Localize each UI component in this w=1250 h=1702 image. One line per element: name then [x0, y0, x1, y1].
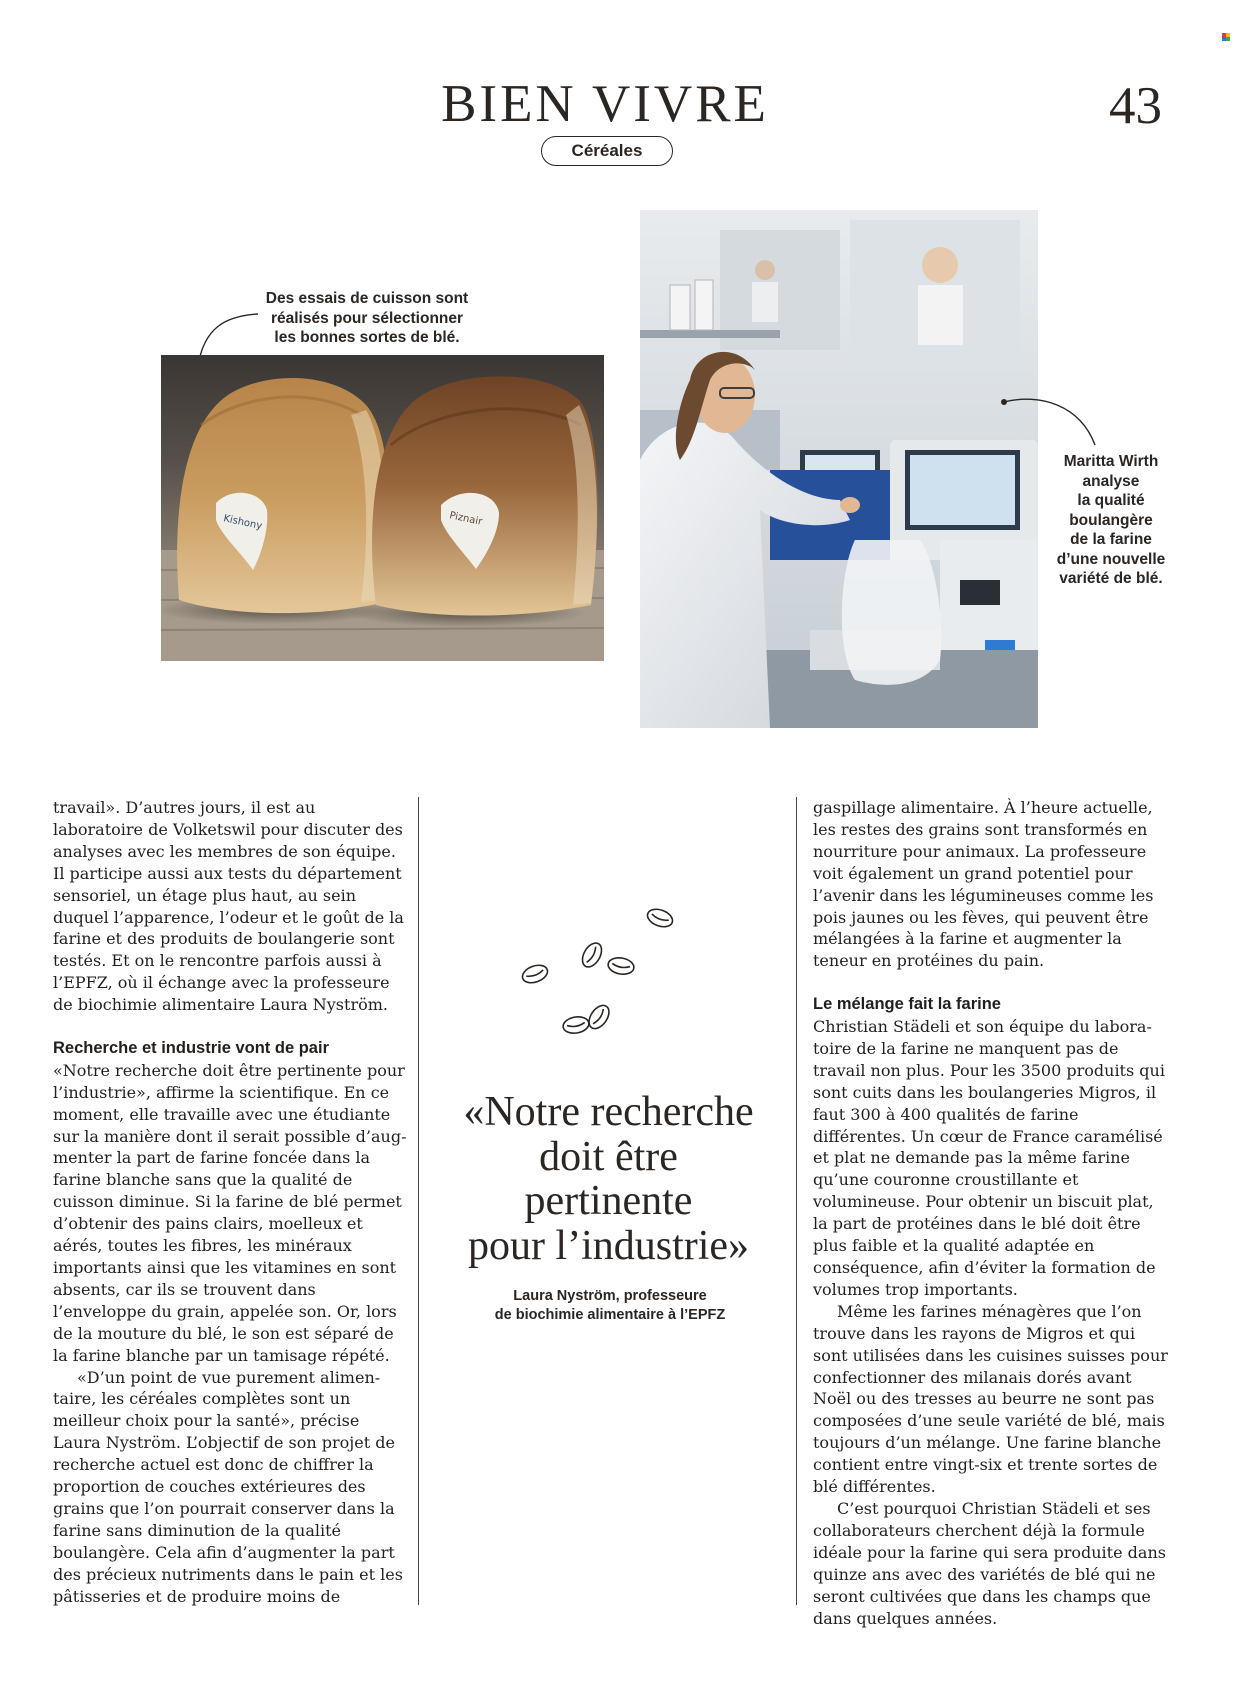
- body-paragraph: gaspillage alimentaire. À l’heure actuelle, les restes des grains sont transformés en nourriture pour animaux. La professeure voit également un grand potentiel pour l’avenir dans les légumineuses comme les pois jaunes ou les fèves, qui peuvent être mélangées à la farine et augmenter la teneur en protéines du pain.: [813, 798, 1154, 971]
- bread-loaves-photo: [161, 355, 604, 661]
- caption-line: la qualité: [1077, 492, 1145, 509]
- body-paragraph: «D’un point de vue purement alimentaire, les céréales complètes sont un meilleur choix pour la santé», précise Laura Nyström. L’objectif de son projet de recherche actuel est donc de chiffrer la proportion de couches extérieures des grains que l’on pourrait conserver dans la farine sans diminution de la qualité boulangère. Cela afin d’augmenter la part des précieux nutriments dans le pain et les pâtisseries et de produire moins de: [53, 1367, 403, 1606]
- caption-line: réalisés pour sélectionner: [270, 309, 464, 327]
- attribution-line: Laura Nyström, professeure: [513, 1288, 707, 1304]
- column-divider: [796, 797, 797, 1605]
- article-column-right: [813, 797, 1170, 1629]
- svg-text:Kishony: Kishony: [222, 513, 264, 533]
- body-paragraph: Même les farines ménagères que l’on trouve dans les rayons de Migros et qui sont utilisées dans les cuisines suisses pour confectionner des milanais dorés avant Noël ou des tresses au beurre ne sont pas composées d’une seule variété de blé, mais toujours d’un mélange. Une farine blanche contient entre vingt-six et trente sortes de blé différentes.: [813, 1301, 1168, 1497]
- body-paragraph: Christian Städeli et son équipe du laboratoire de la farine ne manquent pas de travail non plus. Pour les 3500 produits qui sont cuits dans les boulangeries Migros, il faut 300 à 400 qualités de farine différentes. Un cœur de France caramélisé et plat ne demande pas la même farine qu’une couronne croustillante et volumineuse. Pour obtenir un biscuit plat, la part de protéines dans le blé doit être plus faible et la qualité adaptée en conséquence, afin d’éviter la formation de volumes trop importants.: [813, 1017, 1165, 1299]
- caption-line: analyse: [1082, 472, 1140, 490]
- pull-quote: [436, 1090, 781, 1268]
- body-paragraph: «Notre recherche doit être pertinente pour l’industrie», affirme la scientifique. En ce moment, elle travaille avec une étudiante sur la manière dont il serait possible d’augmenter la part de farine foncée dans la farine blanche sans que la qualité de cuisson diminue. Si la farine de blé permet d’obtenir des pains clairs, moelleux et aérés, toutes les fibres, les minéraux importants ainsi que les vitamines en sont absents, car ils se trouvent dans l’enveloppe du grain, appelée son. Or, lors de la mouture du blé, le son est séparé de la farine blanche par un tamisage répété.: [53, 1060, 407, 1365]
- svg-text:Piznair: Piznair: [448, 510, 484, 528]
- category-tag: Céréales: [541, 136, 673, 166]
- column-divider: [418, 797, 419, 1605]
- subheading: Recherche et industrie vont de pair: [53, 1038, 329, 1057]
- caption-line: variété de blé.: [1059, 570, 1163, 587]
- caption-line: boulangère: [1069, 511, 1153, 529]
- caption-line: Maritta Wirth: [1063, 453, 1159, 470]
- caption-line: d’une nouvelle: [1056, 550, 1166, 568]
- pull-quote-line: pertinente: [524, 1178, 693, 1224]
- caption-line: de la farine: [1070, 531, 1152, 548]
- pull-quote-line: «Notre recherche: [463, 1089, 754, 1135]
- color-registration-mark: [1222, 33, 1230, 41]
- page-number: 43: [1109, 77, 1162, 135]
- caption-line: les bonnes sortes de blé.: [274, 329, 460, 346]
- attribution-line: de biochimie alimentaire à l’EPFZ: [494, 1307, 726, 1323]
- section-title: BIEN VIVRE: [441, 75, 769, 133]
- body-paragraph: travail». D’autres jours, il est au laboratoire de Volketswil pour discuter des analyses avec les membres de son équipe. Il participe aussi aux tests du département sensoriel, un étage plus haut, au sein duquel l’apparence, l’odeur et le goût de la farine et des produits de boulangerie sont testés. Et on le rencontre parfois aussi à l’EPFZ, où il échange avec la professeure de biochimie alimentaire Laura Nyström.: [53, 798, 404, 1015]
- article-column-left: [53, 797, 408, 1608]
- pull-quote-line: doit être: [539, 1133, 678, 1180]
- subheading: Le mélange fait la farine: [813, 995, 1001, 1014]
- caption-line: Des essais de cuisson sont: [265, 290, 469, 307]
- bread-photo-caption: [256, 289, 478, 348]
- body-paragraph: C’est pourquoi Christian Städeli et ses collaborateurs cherchent déjà la formule idéale pour la farine qui sera produite dans quinze ans avec des variétés de blé qui ne seront cultivées que dans les champs que dans quelques années.: [813, 1498, 1166, 1628]
- pull-quote-attribution: [455, 1287, 765, 1325]
- wheat-grains-illustration: [520, 900, 690, 1050]
- pull-quote-line: pour l’industrie»: [467, 1222, 750, 1269]
- laboratory-photo: [640, 210, 1038, 728]
- lab-photo-caption: [1046, 452, 1176, 589]
